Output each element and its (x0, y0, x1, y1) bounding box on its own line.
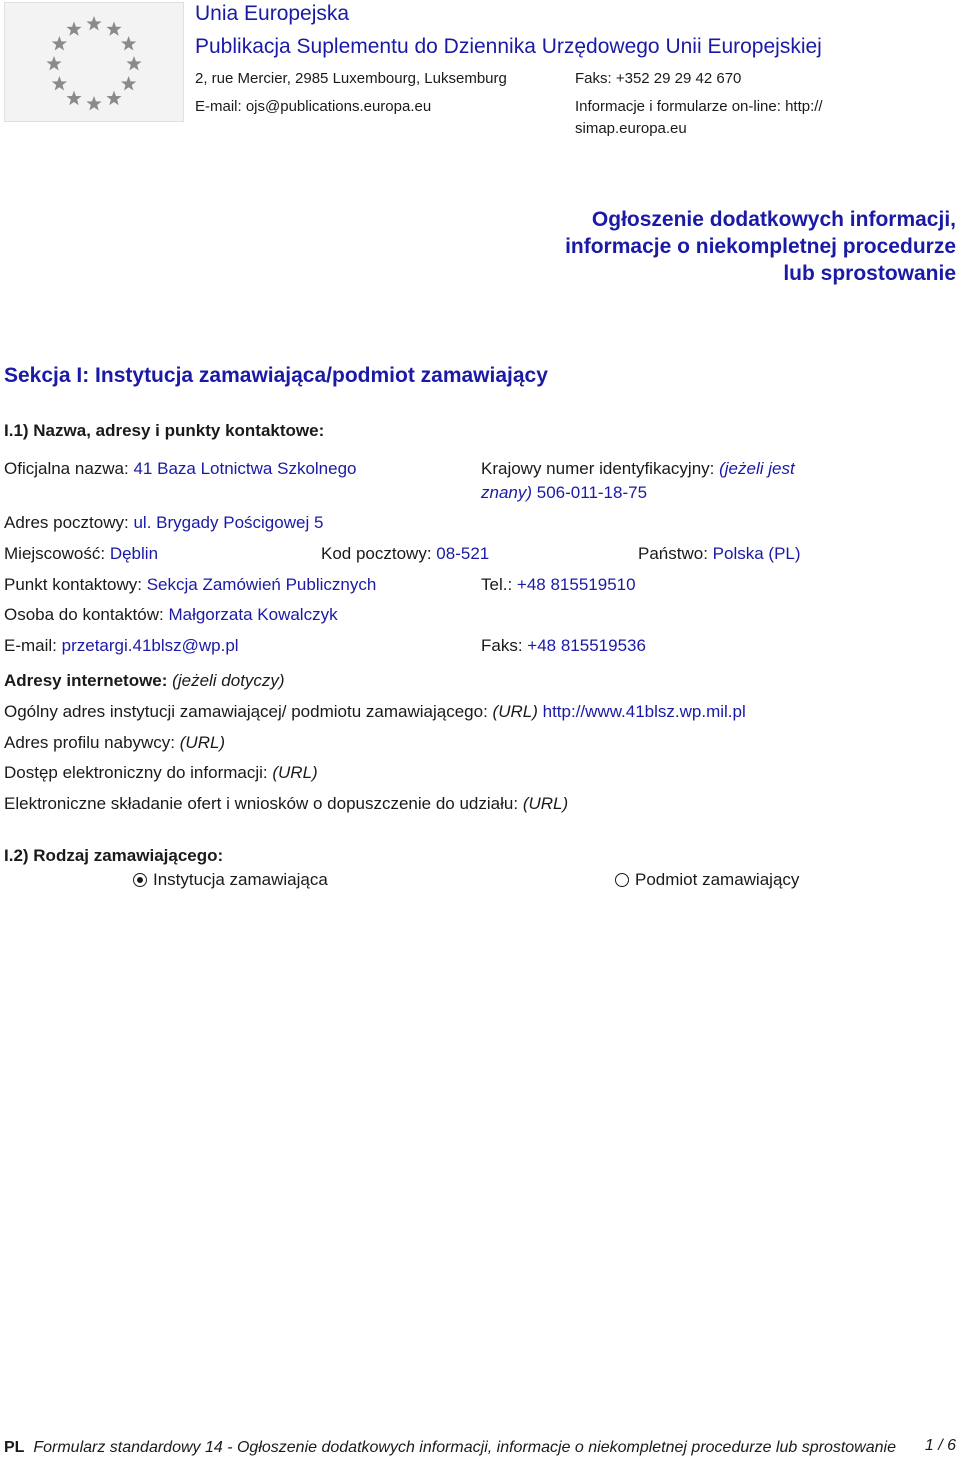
person-row (4, 605, 338, 625)
email-label: E-mail: (4, 636, 57, 655)
nip-row (481, 459, 795, 479)
star-icon (52, 76, 67, 90)
header-fax: Faks: +352 29 29 42 670 (575, 70, 742, 87)
option-instytucja[interactable] (133, 870, 328, 890)
section-title: Sekcja I: Instytucja zamawiająca/podmiot zamawiający (4, 364, 548, 387)
star-icon (106, 21, 121, 35)
country-row (638, 544, 801, 564)
nip-label: Krajowy numer identyfikacyjny: (481, 459, 715, 478)
header-publication: Publikacja Suplementu do Dziennika Urzędowego Unii Europejskiej (195, 35, 822, 58)
official-name-label: Oficjalna nazwa: (4, 459, 129, 478)
tel-value: +48 815519510 (516, 575, 636, 594)
esubmit-hint: (URL) (522, 794, 569, 813)
fax-value: +48 815519536 (527, 636, 646, 655)
footer-text: Formularz standardowy 14 - Ogłoszenie dodatkowych informacji, informacje o niekompletnej procedurze lub sprostowanie (33, 1439, 896, 1456)
internet-heading: Adresy internetowe: (4, 671, 168, 690)
star-icon (86, 16, 101, 30)
header-email[interactable]: E-mail: ojs@publications.europa.eu (195, 98, 432, 115)
header-org: Unia Europejska (195, 2, 350, 25)
eaccess-hint: (URL) (272, 763, 318, 782)
country-value: Polska (PL) (712, 544, 801, 563)
general-url-link[interactable]: http://www.41blsz.wp.mil.pl (542, 702, 746, 721)
tel-label: Tel.: (481, 575, 513, 594)
star-icon (66, 91, 81, 105)
email-row (4, 636, 239, 656)
nip-value: 506-011-18-75 (536, 483, 648, 502)
header-address: 2, rue Mercier, 2985 Luxembourg, Luksemburg (195, 70, 507, 87)
nip-row-2 (481, 483, 647, 503)
esubmit-row (4, 794, 568, 814)
city-label: Miejscowość: (4, 544, 106, 563)
country-label: Państwo: (638, 544, 708, 563)
zip-label: Kod pocztowy: (321, 544, 432, 563)
header-info-link[interactable]: simap.europa.eu (575, 120, 687, 137)
option-instytucja-label: Instytucja zamawiająca (153, 870, 328, 889)
s11-heading: I.1) Nazwa, adresy i punkty kontaktowe: (4, 421, 325, 440)
official-name-row (4, 459, 357, 479)
eu-stars-icon (5, 3, 183, 121)
postal-value: ul. Brygady Pościgowej 5 (133, 513, 324, 532)
general-url-row (4, 702, 746, 722)
fax-label: Faks: (481, 636, 523, 655)
star-icon (66, 21, 81, 35)
star-icon (121, 76, 136, 90)
option-podmiot[interactable] (615, 870, 799, 890)
tel-row (481, 575, 636, 595)
email-value[interactable]: przetargi.41blsz@wp.pl (61, 636, 239, 655)
star-icon (121, 36, 136, 50)
postal-row (4, 513, 323, 533)
contact-point-label: Punkt kontaktowy: (4, 575, 142, 594)
radio-checked-icon[interactable] (133, 873, 147, 887)
star-icon (46, 56, 61, 70)
nip-hint-b: znany) (481, 483, 533, 502)
internet-hint: (jeżeli dotyczy) (172, 671, 285, 690)
general-url-label: Ogólny adres instytucji zamawiającej/ podmiotu zamawiającego: (4, 702, 488, 721)
eu-flag-logo (4, 2, 184, 122)
person-value: Małgorzata Kowalczyk (168, 605, 338, 624)
buyer-profile-hint: (URL) (179, 733, 226, 752)
eaccess-row (4, 763, 318, 783)
zip-row (321, 544, 489, 564)
city-row (4, 544, 158, 564)
footer (4, 1437, 954, 1458)
header-info-line1: Informacje i formularze on-line: http:// (575, 98, 823, 115)
postal-label: Adres pocztowy: (4, 513, 129, 532)
city-value: Dęblin (109, 544, 159, 563)
eaccess-label: Dostęp elektroniczny do informacji: (4, 763, 268, 782)
contact-point-value: Sekcja Zamówień Publicznych (146, 575, 377, 594)
star-icon (106, 91, 121, 105)
zip-value: 08-521 (436, 544, 490, 563)
star-icon (52, 36, 67, 50)
star-icon (126, 56, 141, 70)
official-name-value: 41 Baza Lotnictwa Szkolnego (133, 459, 357, 478)
fax-row (481, 636, 646, 656)
page-number: 1 / 6 (924, 1437, 956, 1454)
notice-title: Ogłoszenie dodatkowych informacji, informacje o niekompletnej procedurze lub sprostowanie (565, 208, 956, 285)
option-podmiot-label: Podmiot zamawiający (635, 870, 800, 889)
radio-unchecked-icon[interactable] (615, 873, 629, 887)
footer-lang: PL (4, 1439, 25, 1456)
internet-heading-row (4, 671, 285, 691)
buyer-profile-label: Adres profilu nabywcy: (4, 733, 176, 752)
esubmit-label: Elektroniczne składanie ofert i wniosków o dopuszczenie do udziału: (4, 794, 519, 813)
s12-heading: I.2) Rodzaj zamawiającego: (4, 846, 224, 865)
nip-hint-a: (jeżeli jest (719, 459, 795, 478)
contact-point-row (4, 575, 376, 595)
buyer-profile-row (4, 733, 225, 753)
star-icon (86, 96, 101, 110)
general-url-hint: (URL) (492, 702, 538, 721)
person-label: Osoba do kontaktów: (4, 605, 164, 624)
